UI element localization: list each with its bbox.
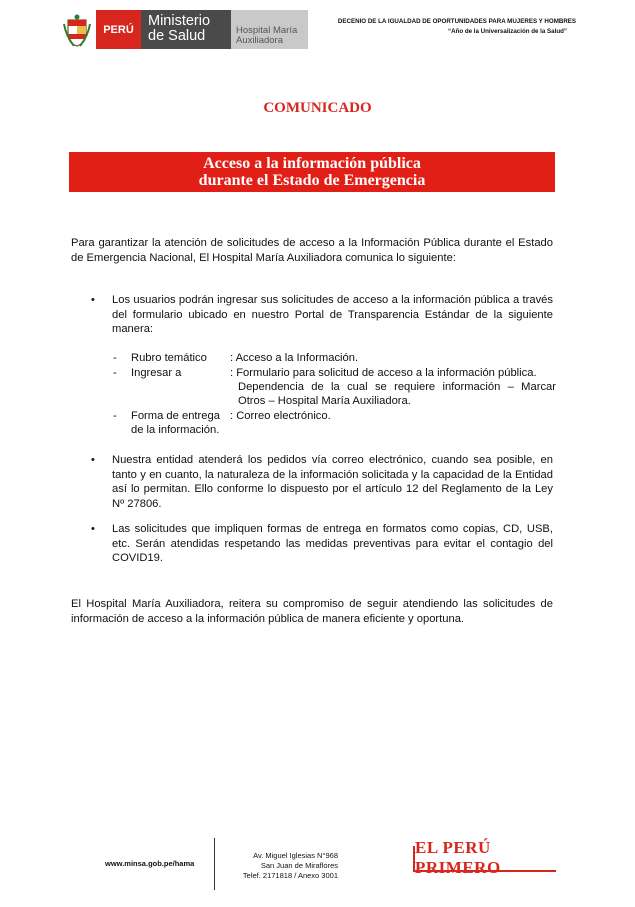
bullet-item: Nuestra entidad atenderá los pedidos vía correo electrónico, cuando sea posible, en tanto y en cuanto, la naturaleza de la información solicitada y la capacidad de la Entidad así lo permitan. Ello conforme lo dispuesto por el artículo 12 del Reglamento de la Ley Nº 27806. — [112, 454, 553, 510]
hospital-line2: Auxiliadora — [236, 35, 283, 46]
page-title: COMUNICADO — [263, 100, 372, 116]
bullet-marker: • — [91, 523, 95, 535]
slogan-logo: EL PERÚ PRIMERO — [413, 846, 556, 872]
footer-website: www.minsa.gob.pe/hama — [105, 859, 195, 868]
hospital-line1: Hospital María — [236, 25, 298, 36]
banner-line2: durante el Estado de Emergencia — [198, 172, 426, 189]
detail-value: : Acceso a la Información. — [230, 352, 359, 364]
dash-marker: - — [113, 352, 117, 364]
bullet-marker: • — [91, 454, 95, 466]
detail-value-continued: Dependencia de la cual se requiere información – Marcar — [238, 381, 556, 393]
detail-label: Rubro temático — [131, 352, 207, 364]
detail-value-continued: Otros – Hospital María Auxiliadora. — [238, 395, 411, 407]
address-line1: Av. Miguel Iglesias N°968 — [253, 851, 338, 860]
address-line3: Telef. 2171818 / Anexo 3001 — [242, 871, 338, 880]
dash-marker: - — [113, 367, 117, 379]
decenio-text: DECENIO DE LA IGUALDAD DE OPORTUNIDADES PARA MUJERES Y HOMBRES — [337, 18, 577, 25]
ministry-label — [141, 10, 231, 49]
detail-label: Ingresar a — [131, 367, 182, 379]
detail-label-continued: de la información. — [131, 424, 220, 436]
ministry-line1: Ministerio — [148, 13, 211, 29]
detail-value: : Formulario para solicitud de acceso a la información pública. — [230, 367, 537, 379]
address-line2: San Juan de Miraflores — [260, 861, 338, 870]
subject-banner — [69, 152, 555, 192]
detail-value: : Correo electrónico. — [230, 410, 331, 422]
detail-label: Forma de entrega — [131, 410, 220, 422]
bullet-item: Los usuarios podrán ingresar sus solicitudes de acceso a la información pública a través del formulario ubicado en nuestro Portal de Transparencia Estándar de la siguiente manera: — [112, 294, 553, 335]
banner-line1: Acceso a la información pública — [203, 155, 421, 172]
ministry-line2: de Salud — [148, 28, 206, 44]
footer-address — [212, 851, 338, 881]
peru-label: PERÚ — [96, 10, 141, 49]
bullet-marker: • — [91, 294, 95, 306]
dash-marker: - — [113, 410, 117, 422]
peru-coat-of-arms-icon — [62, 14, 92, 48]
anio-text: “Año de la Universalización de la Salud” — [448, 28, 567, 35]
intro-paragraph: Para garantizar la atención de solicitudes de acceso a la Información Pública durante el Estado de Emergencia Nacional, El Hospital María Auxiliadora comunica lo siguiente: — [71, 237, 553, 264]
bullet-item: Las solicitudes que impliquen formas de entrega en formatos como copias, CD, USB, etc. Serán atendidas respetando las medidas preventivas para evitar el contagio del COVID19. — [112, 523, 553, 564]
closing-paragraph: El Hospital María Auxiliadora, reitera su compromiso de seguir atendiendo las solicitudes de información de acceso a la información pública de manera eficiente y oportuna. — [71, 598, 553, 625]
